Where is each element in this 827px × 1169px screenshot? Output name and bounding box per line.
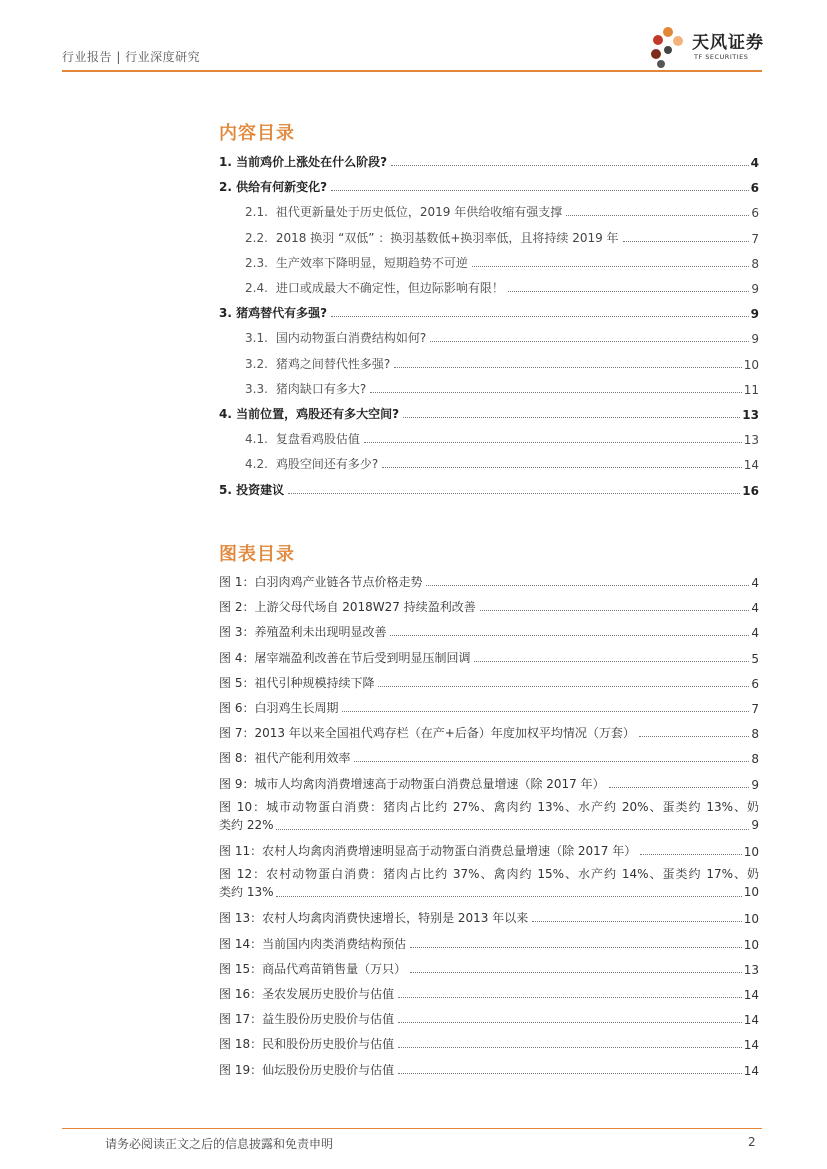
toc-entry-text: 复盘看鸡股估值: [275, 432, 360, 447]
toc-leader-dots: [391, 165, 749, 166]
figure-leader-dots: [276, 896, 742, 897]
toc-entry-text: 进口或成最大不确定性，但边际影响有限！: [275, 281, 504, 295]
figure-entry-page: 7: [751, 702, 759, 716]
toc-entry[interactable]: [219, 402, 759, 422]
figure-entry-label: 图 9：城市人均禽肉消费增速高于动物蛋白消费总量增速（除 2017 年）: [219, 776, 605, 791]
figure-entry-page: 5: [751, 651, 759, 666]
toc-entry-text: 猪鸡之间替代性多强?: [275, 356, 391, 371]
toc-leader-dots: [566, 215, 749, 216]
toc-entry-page: 11: [743, 382, 759, 397]
toc-entry-text: 猪肉缺口有多大?: [275, 381, 367, 396]
figure-entry-page: 14: [743, 988, 759, 1002]
figure-entry-label: 图 17：益生股份历史股价与估值: [219, 1012, 395, 1027]
figure-leader-dots: [398, 1073, 742, 1074]
toc-entry-text: 鸡股空间还有多少?: [275, 457, 379, 472]
toc-leader-dots: [382, 467, 741, 468]
figure-entry[interactable]: [219, 906, 759, 926]
toc-entry-text: 祖代更新量处于历史低位，2019 年供给收缩有强支撑: [275, 205, 563, 220]
figure-leader-dots: [398, 1047, 742, 1048]
toc-leader-dots: [623, 241, 750, 242]
figure-entry-label: 图 14：当前国内肉类消费结构预估: [219, 936, 407, 951]
toc-entry[interactable]: [245, 452, 759, 472]
toc-entry-label: [245, 254, 470, 271]
toc-entry-number: 2.1.: [245, 205, 268, 220]
toc-entry-label: 4. 当前位置，鸡股还有多大空间?: [219, 407, 400, 421]
toc-entry[interactable]: [245, 226, 759, 246]
figure-entry[interactable]: [219, 957, 759, 977]
figure-entry-page: 10: [743, 845, 759, 859]
toc-entry[interactable]: [219, 150, 759, 170]
figure-entry-label: 图 5：祖代引种规模持续下降: [219, 675, 375, 690]
figure-entry-label: 图 4：屠宰端盈利改善在节后受到明显压制回调: [219, 650, 471, 665]
figures-title: 图表目录: [219, 544, 295, 565]
figure-entry[interactable]: [219, 620, 759, 640]
figure-entry-label-cont: 类约 13%: [219, 885, 274, 900]
toc-entry-page: 16: [742, 483, 759, 498]
figure-entry-page: 9: [751, 817, 759, 832]
toc-entry-number: 2.4.: [245, 281, 268, 295]
toc-leader-dots: [394, 367, 741, 368]
figure-leader-dots: [398, 997, 742, 998]
figure-entry-label-cont: 类约 22%: [219, 817, 274, 832]
logo-text-cn: 天风证券: [692, 33, 764, 53]
figure-entry-label: 图 10：城市动物蛋白消费：猪肉占比约 27%、禽肉约 13%、水产约 20%、蛋类约 13%、奶: [219, 799, 759, 814]
figure-entry[interactable]: [219, 1007, 759, 1027]
figure-entry-label: 图 13：农村人均禽肉消费快速增长，特别是 2013 年以来: [219, 911, 529, 926]
figure-entry-page: 14: [743, 1038, 759, 1053]
toc-entry-label: [245, 380, 368, 397]
toc-entry[interactable]: [245, 427, 759, 447]
toc-entry-label: [245, 203, 564, 220]
figure-entry[interactable]: [219, 865, 759, 901]
toc-leader-dots: [403, 417, 740, 418]
toc-entry[interactable]: [219, 301, 759, 321]
toc-entry[interactable]: [245, 251, 759, 271]
toc-entry-text: 2018 换羽 “双低” ：换羽基数低+换羽率低，且将持续 2019 年: [275, 230, 619, 245]
figure-entry-label: 图 19：仙坛股份历史股价与估值: [219, 1062, 395, 1077]
figure-entry-page: 6: [751, 676, 759, 691]
figure-entry[interactable]: [219, 1032, 759, 1052]
toc-entry-label: [245, 455, 380, 472]
toc-entry-page: 9: [751, 332, 759, 347]
figure-leader-dots: [639, 736, 749, 737]
toc-leader-dots: [331, 190, 749, 191]
toc-entry[interactable]: [245, 276, 759, 296]
toc-entry-page: 10: [743, 357, 759, 372]
figure-leader-dots: [474, 661, 749, 662]
figure-leader-dots: [276, 829, 750, 830]
logo-text-en: TF SECURITIES: [694, 53, 749, 61]
toc-entry-text: 国内动物蛋白消费结构如何?: [275, 331, 427, 346]
toc-entry-number: 4.1.: [245, 432, 268, 447]
toc-entry-label: 5. 投资建议: [219, 482, 285, 497]
toc-entry-label: 1. 当前鸡价上涨处在什么阶段?: [219, 155, 388, 169]
toc-entry-page: 7: [751, 231, 759, 246]
toc-entry[interactable]: [245, 200, 759, 220]
figure-entry[interactable]: [219, 932, 759, 952]
page-number: 2: [748, 1135, 756, 1149]
figure-entry[interactable]: [219, 570, 759, 590]
figure-leader-dots: [426, 585, 749, 586]
figure-entry[interactable]: [219, 696, 759, 716]
footer-divider: [62, 1128, 762, 1129]
toc-entry-page: 9: [751, 282, 759, 296]
figure-entry-page: 10: [743, 885, 759, 900]
toc-entry-label: [245, 229, 621, 246]
figure-entry-continuation: [219, 883, 759, 901]
toc-entry-number: 3.3.: [245, 381, 268, 396]
toc-entry[interactable]: [219, 175, 759, 195]
figure-leader-dots: [390, 635, 749, 636]
toc-entry-label: [245, 329, 428, 346]
toc-entry-number: 3.2.: [245, 356, 268, 371]
toc-entry-page: 13: [743, 433, 759, 448]
figure-entry-label: 图 11：农村人均禽肉消费增速明显高于动物蛋白消费总量增速（除 2017 年）: [219, 844, 637, 858]
toc-entry[interactable]: [245, 377, 759, 397]
figure-entry-page: 14: [743, 1063, 759, 1078]
figure-entry-label: 图 2：上游父母代场自 2018W27 持续盈利改善: [219, 600, 476, 615]
header-breadcrumb: 行业报告 | 行业深度研究: [62, 50, 201, 64]
toc-entry-text: 生产效率下降明显，短期趋势不可逆: [275, 255, 468, 270]
toc-entry-page: 8: [751, 256, 759, 271]
figure-leader-dots: [342, 711, 749, 712]
figure-leader-dots: [532, 921, 741, 922]
toc-entry[interactable]: [219, 478, 759, 498]
figure-leader-dots: [410, 947, 742, 948]
toc-leader-dots: [331, 316, 749, 317]
toc-entry-page: 6: [750, 181, 759, 196]
figure-entry-page: 14: [743, 1013, 759, 1028]
figure-entry[interactable]: [219, 839, 759, 859]
header-divider: [62, 70, 762, 72]
figure-leader-dots: [378, 686, 749, 687]
figure-entry[interactable]: [219, 1058, 759, 1078]
toc-entry-label: [245, 355, 392, 372]
figure-entry-page: 13: [743, 962, 759, 977]
figure-entry-label: 图 6：白羽鸡生长周期: [219, 701, 339, 715]
toc-entry-number: 2.3.: [245, 255, 268, 270]
toc-entry-page: 4: [750, 156, 759, 170]
footer-disclaimer: 请务必阅读正文之后的信息披露和免责申明: [105, 1137, 334, 1151]
toc-entry-page: 9: [750, 307, 759, 322]
figure-entry[interactable]: [219, 646, 759, 666]
figure-entry[interactable]: [219, 772, 759, 792]
figure-entry-label: 图 7：2013 年以来全国祖代鸡存栏（在产+后备）年度加权平均情况（万套）: [219, 726, 635, 741]
figure-entry-page: 10: [743, 937, 759, 952]
figure-entry-page: 8: [751, 752, 759, 767]
figure-entry-page: 4: [751, 626, 759, 641]
figure-entry-label: 图 3：养殖盈利未出现明显改善: [219, 625, 387, 640]
figure-leader-dots: [410, 972, 742, 973]
figure-entry[interactable]: [219, 721, 759, 741]
figure-entry-page: 4: [751, 576, 759, 590]
figure-leader-dots: [480, 610, 750, 611]
toc-entry-number: 3.1.: [245, 331, 268, 346]
toc-entry[interactable]: [245, 326, 759, 346]
figure-leader-dots: [354, 761, 749, 762]
toc-leader-dots: [364, 442, 742, 443]
figure-entry-page: 4: [751, 601, 759, 616]
figure-entry[interactable]: [219, 982, 759, 1002]
toc-leader-dots: [472, 266, 749, 267]
figure-entry-label: 图 1：白羽肉鸡产业链各节点价格走势: [219, 575, 423, 589]
figure-entry[interactable]: [219, 671, 759, 691]
company-logo: [648, 24, 768, 70]
toc-entry-label: 3. 猪鸡替代有多强?: [219, 306, 328, 321]
toc-entry-number: 2.2.: [245, 230, 268, 245]
toc-entry-label: [245, 430, 362, 447]
figure-entry-label: 图 15：商品代鸡苗销售量（万只）: [219, 961, 407, 976]
figure-entry[interactable]: [219, 746, 759, 766]
figure-entry-label: 图 16：圣农发展历史股价与估值: [219, 987, 395, 1001]
figure-leader-dots: [398, 1022, 742, 1023]
toc-entry-label: [245, 279, 506, 296]
figure-leader-dots: [640, 854, 741, 855]
logo-flower-icon: [648, 24, 692, 70]
figure-entry[interactable]: [219, 798, 759, 834]
toc-entry[interactable]: [245, 352, 759, 372]
figure-entry-page: 8: [751, 727, 759, 742]
figure-entry-continuation: [219, 816, 759, 834]
figure-leader-dots: [609, 787, 750, 788]
toc-leader-dots: [508, 291, 749, 292]
toc-entry-page: 14: [743, 458, 759, 473]
toc-leader-dots: [288, 493, 740, 494]
toc-entry-label: 2. 供给有何新变化?: [219, 180, 328, 195]
figure-entry-label: 图 12：农村动物蛋白消费：猪肉占比约 37%、禽肉约 15%、水产约 14%、蛋类约 17%、奶: [219, 867, 759, 882]
figure-entry-label: 图 18：民和股份历史股价与估值: [219, 1037, 395, 1052]
toc-title: 内容目录: [219, 123, 295, 144]
toc-entry-page: 6: [751, 206, 759, 221]
figure-entry[interactable]: [219, 595, 759, 615]
figure-entry-label: 图 8：祖代产能利用效率: [219, 751, 351, 766]
toc-leader-dots: [430, 341, 749, 342]
toc-leader-dots: [370, 392, 741, 393]
figure-entry-page: 10: [743, 912, 759, 927]
toc-entry-number: 4.2.: [245, 457, 268, 472]
toc-entry-page: 13: [742, 408, 759, 422]
figure-entry-page: 9: [751, 777, 759, 792]
